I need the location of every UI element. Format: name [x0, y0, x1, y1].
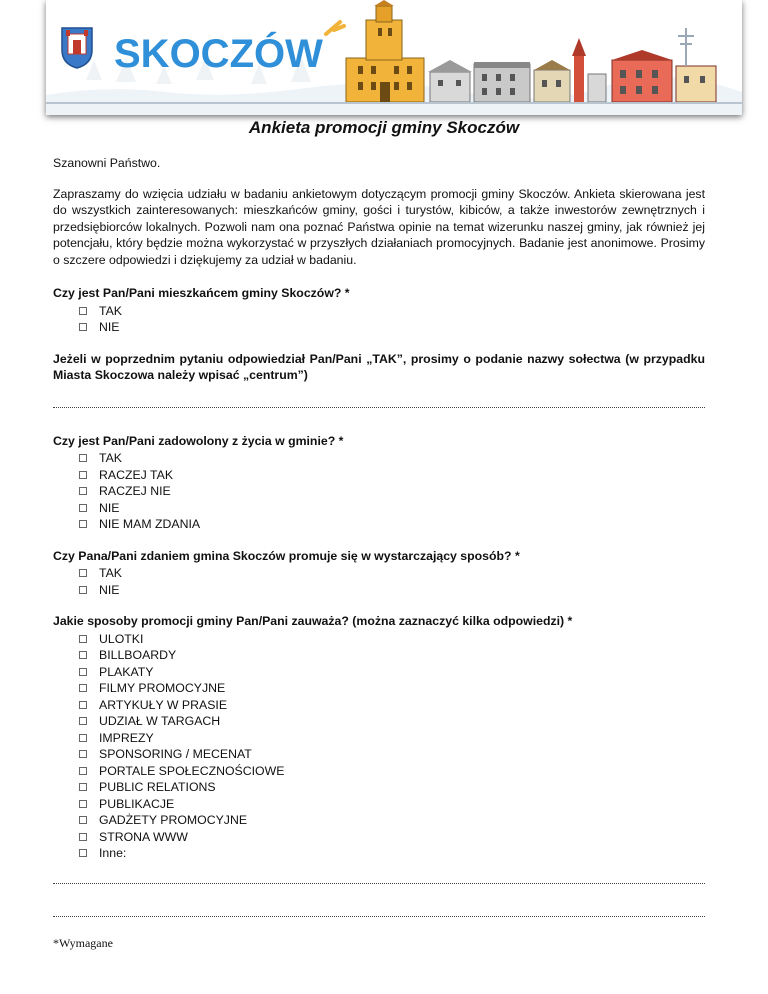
- checkbox-icon[interactable]: [79, 586, 87, 594]
- checkbox-icon[interactable]: [79, 767, 87, 775]
- option-checkbox[interactable]: FILMY PROMOCYJNE: [53, 680, 705, 697]
- option-checkbox[interactable]: PUBLIKACJE: [53, 796, 705, 813]
- option-checkbox[interactable]: TAK: [53, 565, 705, 582]
- checkbox-icon[interactable]: [79, 734, 87, 742]
- question-2: Jeżeli w poprzednim pytaniu odpowiedział Pan/Pani „TAK”, prosimy o podanie nazwy sołectwa (w przypadku Miasta Skoczowa należy wpisać „centrum”): [53, 351, 705, 382]
- checkbox-icon[interactable]: [79, 783, 87, 791]
- checkbox-icon[interactable]: [79, 800, 87, 808]
- question-5-options: [53, 631, 705, 862]
- option-checkbox[interactable]: NIE: [53, 319, 705, 336]
- question-4-options: [53, 565, 705, 598]
- option-checkbox[interactable]: UDZIAŁ W TARGACH: [53, 713, 705, 730]
- option-checkbox[interactable]: NIE MAM ZDANIA: [53, 516, 705, 533]
- survey-body: [53, 155, 705, 917]
- intro-paragraph: Zapraszamy do wzięcia udziału w badaniu ankietowym dotyczącym promocji gminy Skoczów. Ankieta skierowana jest do wszystkich zainteresowanych: mieszkańców gminy, gości i turystów, kibiców, a także inwestorów zewnętrznych i przedsiębiorców lokalnych. Pozwoli nam ona poznać Państwa opinie na temat wizerunku naszej gminy, jak również jej potencjału, który będzie można wykorzystać w przyszłych działaniach promocyjnych. Badanie jest anonimowe. Prosimy o szczere odpowiedzi i dziękujemy za udział w badaniu.: [53, 186, 705, 267]
- question-3: Czy jest Pan/Pani zadowolony z życia w gminie? *: [53, 433, 344, 448]
- option-checkbox[interactable]: ULOTKI: [53, 631, 705, 648]
- checkbox-icon[interactable]: [79, 520, 87, 528]
- option-checkbox[interactable]: NIE: [53, 582, 705, 599]
- checkbox-icon[interactable]: [79, 717, 87, 725]
- option-checkbox[interactable]: PORTALE SPOŁECZNOŚCIOWE: [53, 763, 705, 780]
- checkbox-icon[interactable]: [79, 668, 87, 676]
- option-checkbox[interactable]: GADŻETY PROMOCYJNE: [53, 812, 705, 829]
- option-checkbox[interactable]: SPONSORING / MECENAT: [53, 746, 705, 763]
- option-checkbox[interactable]: NIE: [53, 500, 705, 517]
- logo-text: SKOCZÓW: [114, 32, 323, 76]
- option-checkbox[interactable]: TAK: [53, 303, 705, 320]
- checkbox-icon[interactable]: [79, 323, 87, 331]
- coat-of-arms-icon: [62, 28, 92, 68]
- question-3-options: [53, 450, 705, 533]
- checkbox-icon[interactable]: [79, 833, 87, 841]
- checkbox-icon[interactable]: [79, 487, 87, 495]
- checkbox-icon[interactable]: [79, 750, 87, 758]
- checkbox-icon[interactable]: [79, 816, 87, 824]
- checkbox-icon[interactable]: [79, 471, 87, 479]
- option-checkbox[interactable]: Inne:: [53, 845, 705, 862]
- checkbox-icon[interactable]: [79, 651, 87, 659]
- option-checkbox[interactable]: IMPREZY: [53, 730, 705, 747]
- option-checkbox[interactable]: BILLBOARDY: [53, 647, 705, 664]
- required-footnote: *Wymagane: [53, 936, 113, 950]
- checkbox-icon[interactable]: [79, 504, 87, 512]
- checkbox-icon[interactable]: [79, 454, 87, 462]
- option-checkbox[interactable]: STRONA WWW: [53, 829, 705, 846]
- checkbox-icon[interactable]: [79, 635, 87, 643]
- question-1-options: [53, 303, 705, 336]
- header-banner: [46, 0, 742, 115]
- checkbox-icon[interactable]: [79, 701, 87, 709]
- answer-line[interactable]: [53, 915, 705, 917]
- option-checkbox[interactable]: TAK: [53, 450, 705, 467]
- checkbox-icon[interactable]: [79, 569, 87, 577]
- greeting: Szanowni Państwo.: [53, 156, 161, 170]
- question-5: Jakie sposoby promocji gminy Pan/Pani zauważa? (można zaznaczyć kilka odpowiedzi) *: [53, 614, 573, 628]
- option-checkbox[interactable]: PUBLIC RELATIONS: [53, 779, 705, 796]
- page-title: Ankieta promocji gminy Skoczów: [248, 118, 520, 137]
- skyline-illustration: [46, 0, 742, 115]
- option-checkbox[interactable]: PLAKATY: [53, 664, 705, 681]
- option-checkbox[interactable]: RACZEJ TAK: [53, 467, 705, 484]
- option-checkbox[interactable]: RACZEJ NIE: [53, 483, 705, 500]
- option-checkbox[interactable]: ARTYKUŁY W PRASIE: [53, 697, 705, 714]
- question-4: Czy Pana/Pani zdaniem gmina Skoczów promuje się w wystarczający sposób? *: [53, 548, 520, 563]
- checkbox-icon[interactable]: [79, 307, 87, 315]
- checkbox-icon[interactable]: [79, 849, 87, 857]
- checkbox-icon[interactable]: [79, 684, 87, 692]
- question-1: Czy jest Pan/Pani mieszkańcem gminy Skoczów? *: [53, 286, 350, 300]
